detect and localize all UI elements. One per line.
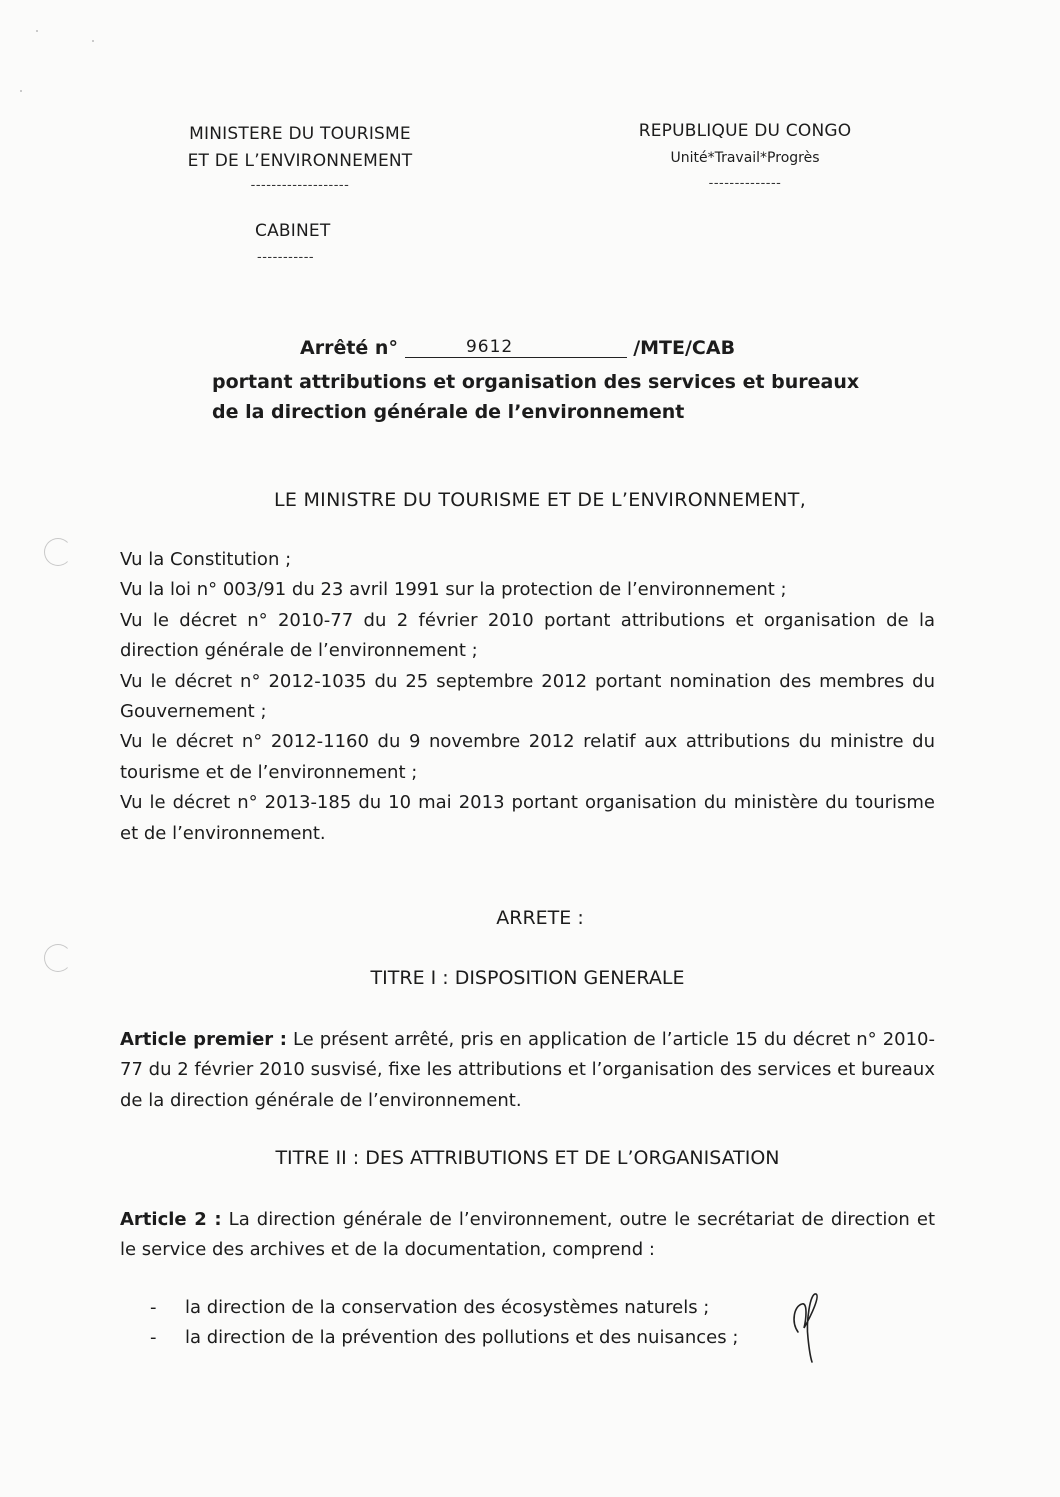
republic-name: REPUBLIQUE DU CONGO <box>638 121 852 141</box>
article-premier <box>120 1025 935 1116</box>
article-2-text: La direction générale de l’environnement, outre le secrétariat de direction et le service des archives et de la documentation, comprend : <box>120 1209 936 1261</box>
ministry-name <box>140 121 460 175</box>
visa-loi-003-91: Vu la loi n° 003/91 du 23 avril 1991 sur la protection de l’environnement ; <box>120 579 787 601</box>
article-2-list <box>150 1293 850 1353</box>
arrete-heading: ARRETE : <box>496 907 584 929</box>
ministry-rule: ------------------- <box>250 178 350 193</box>
visas-block <box>120 545 935 849</box>
cabinet-label: CABINET <box>255 221 331 241</box>
article-premier-text: Le présent arrêté, pris en application de l’article 15 du décret n° 2010-77 du 2 février 2010 susvisé, fixe les attributions et l’organisation des services et bureaux de la direction générale de l’environnement. <box>120 1029 936 1111</box>
arrete-prefix: Arrêté n° <box>300 337 398 359</box>
visa-decret-2010-77: Vu le décret n° 2010-77 du 2 février 2010 portant attributions et organisation de la direction générale de l’environnement ; <box>120 609 935 662</box>
arrete-number <box>405 337 627 358</box>
arrete-number-value: 9612 <box>465 337 514 357</box>
bullet-dash: - <box>150 1327 157 1348</box>
handwritten-initial-mark <box>786 1292 826 1364</box>
cabinet-rule: ----------- <box>257 250 315 265</box>
visa-decret-2012-1160: Vu le décret n° 2012-1160 du 9 novembre 2012 relatif aux attributions du ministre du tourisme et de l’environnement ; <box>120 731 935 783</box>
scan-speck <box>92 40 94 42</box>
arrete-subject <box>212 367 859 427</box>
visa-decret-2012-1035: Vu le décret n° 2012-1035 du 25 septembre 2012 portant nomination des membres du Gouvernement ; <box>120 670 935 723</box>
arrete-suffix: /MTE/CAB <box>633 337 736 359</box>
punch-hole-bottom <box>44 944 72 972</box>
minister-heading: LE MINISTRE DU TOURISME ET DE L’ENVIRONNEMENT, <box>273 489 807 511</box>
bullet-dash: - <box>150 1297 157 1318</box>
ministry-line-1: MINISTERE DU TOURISME <box>189 124 411 144</box>
ministry-line-2: ET DE L’ENVIRONNEMENT <box>187 151 413 171</box>
article-premier-label: Article premier : <box>120 1029 287 1050</box>
punch-hole-top <box>44 538 72 566</box>
national-motto: Unité*Travail*Progrès <box>670 150 820 166</box>
arrete-number-line <box>300 337 735 360</box>
scan-speck <box>36 30 38 32</box>
article-2 <box>120 1205 935 1266</box>
titre-1-heading: TITRE I : DISPOSITION GENERALE <box>370 967 685 989</box>
titre-2-heading: TITRE II : DES ATTRIBUTIONS ET DE L’ORGANISATION <box>275 1147 780 1169</box>
article-2-label: Article 2 : <box>120 1209 222 1230</box>
visa-decret-2013-185: Vu le décret n° 2013-185 du 10 mai 2013 portant organisation du ministère du tourisme et de l’environnement. <box>120 792 935 844</box>
arrete-subject-line-2: de la direction générale de l’environnement <box>212 401 685 423</box>
list-item-text: la direction de la prévention des pollutions et des nuisances ; <box>185 1327 739 1348</box>
list-item <box>150 1293 850 1323</box>
arrete-subject-line-1: portant attributions et organisation des services et bureaux <box>212 371 860 393</box>
list-item-text: la direction de la conservation des écosystèmes naturels ; <box>185 1297 710 1318</box>
republic-rule: -------------- <box>708 176 782 191</box>
list-item <box>150 1323 850 1353</box>
visa-constitution: Vu la Constitution ; <box>120 549 292 570</box>
scan-speck <box>20 90 22 92</box>
